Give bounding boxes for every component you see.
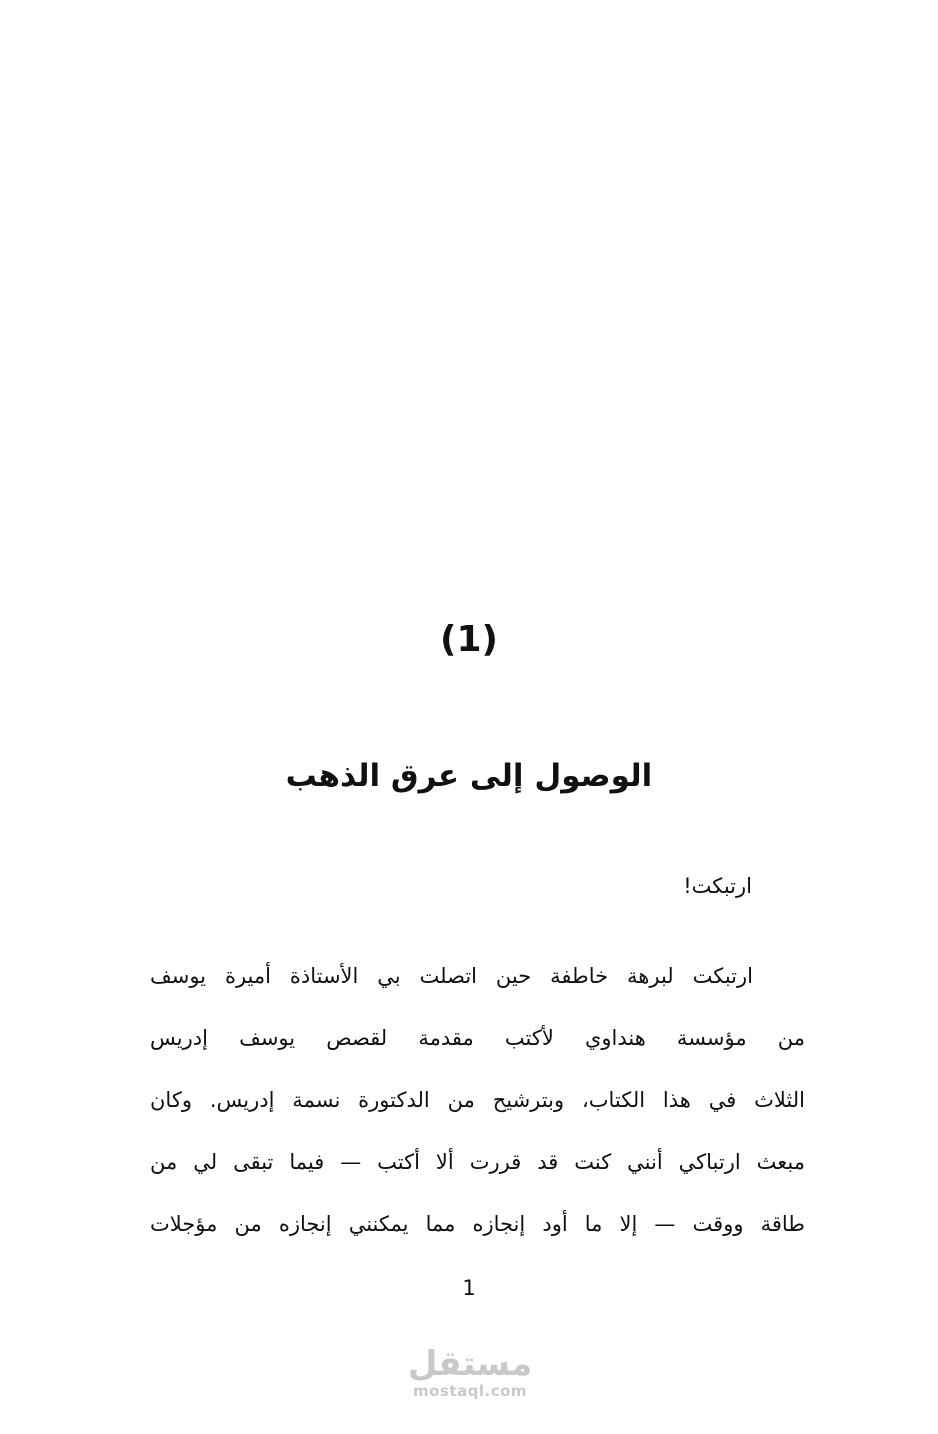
paragraph-line: مبعث ارتباكي أنني كنت قد قررت ألا أكتب — فيما تبقى لي من: [150, 1150, 805, 1174]
watermark-latin-text: mostaql.com: [412, 1382, 528, 1400]
paragraph-line: طاقة ووقت — إلا ما أود إنجازه مما يمكنني إنجازه من مؤجلات: [150, 1212, 805, 1236]
chapter-title: الوصول إلى عرق الذهب: [285, 758, 653, 794]
paragraph-line: من مؤسسة هنداوي لأكتب مقدمة لقصص يوسف إدريس: [150, 1026, 805, 1050]
mostaql-watermark: [360, 1344, 580, 1414]
chapter-number: (1): [440, 619, 498, 660]
paragraph-line: ارتبكت لبرهة خاطفة حين اتصلت بي الأستاذة أميرة يوسف: [150, 964, 753, 988]
watermark-arabic-text: مستقل: [407, 1344, 533, 1384]
paragraph-line: الثلاث في هذا الكتاب، وبترشيح من الدكتورة نسمة إدريس. وكان: [150, 1088, 805, 1112]
opening-line: ارتبكت!: [683, 874, 752, 898]
body-paragraph: [150, 956, 805, 1266]
page-number: 1: [462, 1276, 476, 1300]
